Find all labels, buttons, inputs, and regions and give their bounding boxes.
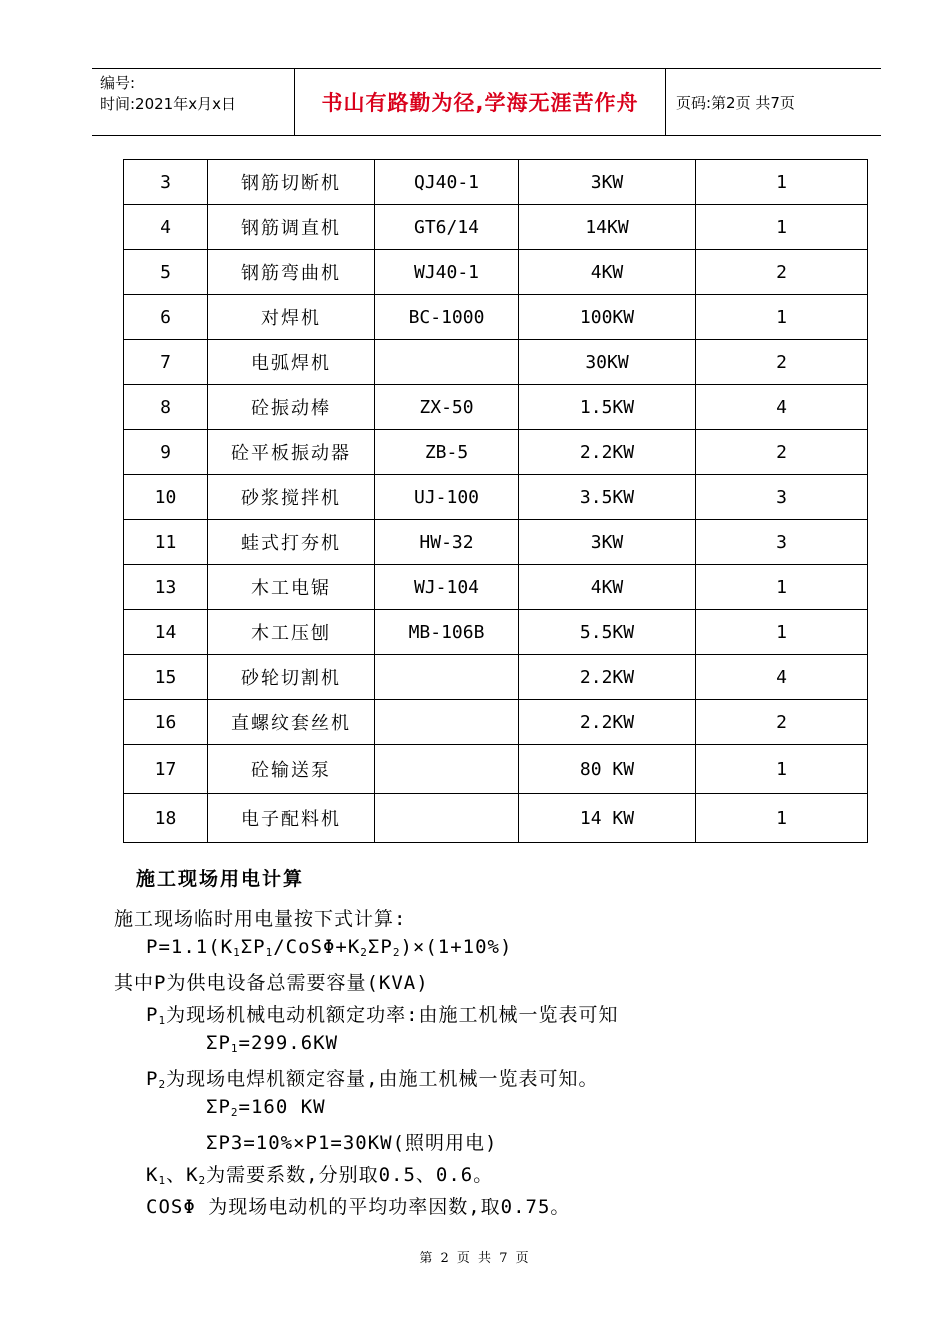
cell-model: HW-32: [375, 520, 519, 565]
cell-power: 4KW: [519, 250, 696, 295]
table-row: [124, 610, 868, 655]
cell-power: 2.2KW: [519, 430, 696, 475]
cell-equipment-name: 砂浆搅拌机: [208, 475, 375, 520]
text-part: P: [146, 1004, 159, 1026]
calc-cos-definition: COSΦ 为现场电动机的平均功率因数,取0.75。: [146, 1196, 571, 1218]
text-sub: 1: [230, 1042, 239, 1055]
cell-quantity: 4: [696, 385, 868, 430]
cell-number: 18: [124, 794, 208, 843]
table-row: [124, 250, 868, 295]
table-row: [124, 295, 868, 340]
cell-number: 9: [124, 430, 208, 475]
equipment-table-body: [124, 160, 868, 843]
cell-equipment-name: 木工电锯: [208, 565, 375, 610]
cell-equipment-name: 砼输送泵: [208, 745, 375, 794]
table-row: [124, 520, 868, 565]
cell-power: 2.2KW: [519, 655, 696, 700]
page-footer: 第 2 页 共 7 页: [419, 1251, 531, 1266]
formula-part: )×(1+10%): [400, 936, 513, 958]
cell-model: [375, 794, 519, 843]
table-row: [124, 160, 868, 205]
cell-quantity: 2: [696, 430, 868, 475]
cell-model: MB-106B: [375, 610, 519, 655]
cell-quantity: 1: [696, 794, 868, 843]
text-sub: 2: [230, 1106, 239, 1119]
formula-part: ΣP: [367, 936, 393, 958]
cell-quantity: 1: [696, 610, 868, 655]
header-meta: [92, 69, 294, 135]
cell-number: 3: [124, 160, 208, 205]
cell-number: 8: [124, 385, 208, 430]
table-row: [124, 430, 868, 475]
formula-sub: 2: [360, 946, 368, 959]
text-sub: 1: [158, 1174, 167, 1187]
cell-number: 15: [124, 655, 208, 700]
formula-part: P=1.1(K: [146, 936, 234, 958]
cell-power: 2.2KW: [519, 700, 696, 745]
cell-power: 5.5KW: [519, 610, 696, 655]
cell-equipment-name: 钢筋弯曲机: [208, 250, 375, 295]
text-part: =160 KW: [238, 1096, 326, 1118]
text-part: 、K: [166, 1164, 199, 1186]
cell-number: 16: [124, 700, 208, 745]
text-sub: 1: [158, 1014, 167, 1027]
text-part: P: [146, 1068, 159, 1090]
text-part: ΣP: [206, 1096, 231, 1118]
cell-power: 30KW: [519, 340, 696, 385]
cell-number: 14: [124, 610, 208, 655]
table-row: [124, 385, 868, 430]
cell-equipment-name: 砼平板振动器: [208, 430, 375, 475]
cell-number: 5: [124, 250, 208, 295]
table-row: [124, 745, 868, 794]
calc-p-definition: 其中P为供电设备总需要容量(KVA): [114, 972, 429, 994]
calc-p1-sum: [206, 1032, 338, 1055]
cell-model: WJ-104: [375, 565, 519, 610]
cell-number: 4: [124, 205, 208, 250]
table-row: [124, 475, 868, 520]
cell-quantity: 3: [696, 520, 868, 565]
cell-equipment-name: 直螺纹套丝机: [208, 700, 375, 745]
cell-power: 100KW: [519, 295, 696, 340]
table-row: [124, 205, 868, 250]
cell-quantity: 2: [696, 340, 868, 385]
cell-equipment-name: 对焊机: [208, 295, 375, 340]
cell-quantity: 1: [696, 160, 868, 205]
cell-quantity: 3: [696, 475, 868, 520]
cell-power: 80 KW: [519, 745, 696, 794]
cell-power: 14 KW: [519, 794, 696, 843]
page-header: [92, 68, 881, 136]
cell-equipment-name: 钢筋切断机: [208, 160, 375, 205]
cell-model: UJ-100: [375, 475, 519, 520]
formula-part: /CoSΦ+K: [273, 936, 361, 958]
calc-formula: [146, 936, 512, 959]
cell-power: 4KW: [519, 565, 696, 610]
cell-power: 14KW: [519, 205, 696, 250]
calc-p2-sum: [206, 1096, 326, 1119]
cell-quantity: 2: [696, 250, 868, 295]
text-sub: 2: [158, 1078, 167, 1091]
text-part: ΣP: [206, 1032, 231, 1054]
cell-quantity: 1: [696, 565, 868, 610]
cell-number: 17: [124, 745, 208, 794]
cell-equipment-name: 木工压刨: [208, 610, 375, 655]
cell-model: [375, 340, 519, 385]
cell-equipment-name: 电子配料机: [208, 794, 375, 843]
table-row: [124, 794, 868, 843]
cell-model: QJ40-1: [375, 160, 519, 205]
cell-model: BC-1000: [375, 295, 519, 340]
cell-model: [375, 745, 519, 794]
equipment-table: [123, 159, 868, 843]
text-part: =299.6KW: [238, 1032, 339, 1054]
calc-p2-definition: [146, 1064, 599, 1091]
cell-model: ZB-5: [375, 430, 519, 475]
table-row: [124, 565, 868, 610]
calc-k-definition: [146, 1160, 493, 1187]
cell-number: 7: [124, 340, 208, 385]
cell-model: GT6/14: [375, 205, 519, 250]
header-page-label: 页码:第2页 共7页: [676, 93, 795, 112]
calc-intro: 施工现场临时用电量按下式计算:: [114, 908, 407, 930]
cell-power: 3KW: [519, 520, 696, 565]
text-part: 为需要系数,分别取0.5、0.6。: [206, 1164, 494, 1186]
cell-model: [375, 700, 519, 745]
cell-number: 11: [124, 520, 208, 565]
cell-quantity: 4: [696, 655, 868, 700]
cell-quantity: 2: [696, 700, 868, 745]
cell-power: 1.5KW: [519, 385, 696, 430]
text-part: 为现场电焊机额定容量,由施工机械一览表可知。: [166, 1068, 599, 1090]
cell-number: 10: [124, 475, 208, 520]
calc-p1-definition: [146, 1000, 619, 1027]
cell-equipment-name: 蛙式打夯机: [208, 520, 375, 565]
cell-equipment-name: 砼振动棒: [208, 385, 375, 430]
cell-number: 13: [124, 565, 208, 610]
calc-title: 施工现场用电计算: [136, 868, 305, 890]
cell-model: ZX-50: [375, 385, 519, 430]
cell-quantity: 1: [696, 205, 868, 250]
cell-model: WJ40-1: [375, 250, 519, 295]
header-motto: 书山有路勤为径,学海无涯苦作舟: [294, 69, 666, 135]
cell-number: 6: [124, 295, 208, 340]
cell-power: 3KW: [519, 160, 696, 205]
table-row: [124, 700, 868, 745]
formula-part: ΣP: [240, 936, 266, 958]
cell-quantity: 1: [696, 745, 868, 794]
cell-power: 3.5KW: [519, 475, 696, 520]
cell-equipment-name: 电弧焊机: [208, 340, 375, 385]
formula-sub: 2: [392, 946, 401, 959]
table-row: [124, 340, 868, 385]
formula-sub: 1: [233, 946, 241, 959]
formula-sub: 1: [265, 946, 274, 959]
text-part: 为现场机械电动机额定功率:由施工机械一览表可知: [166, 1004, 619, 1026]
text-sub: 2: [198, 1174, 207, 1187]
cell-equipment-name: 砂轮切割机: [208, 655, 375, 700]
table-row: [124, 655, 868, 700]
cell-model: [375, 655, 519, 700]
cell-equipment-name: 钢筋调直机: [208, 205, 375, 250]
cell-quantity: 1: [696, 295, 868, 340]
text-part: K: [146, 1164, 159, 1186]
doc-number-label: 编号:: [100, 74, 136, 92]
doc-time-label: 时间:2021年x月x日: [100, 95, 236, 113]
calc-p3-sum: ΣP3=10%×P1=30KW(照明用电): [206, 1132, 498, 1154]
